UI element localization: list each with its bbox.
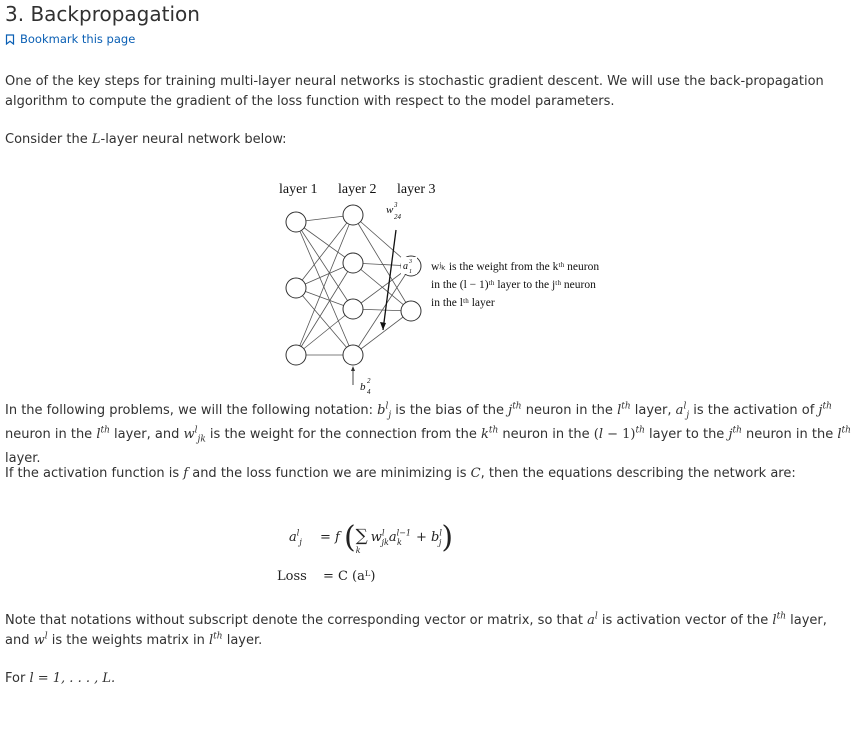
svg-text:2: 2	[367, 377, 371, 385]
equation-activation: $a^l_j = f$ ($\sum_k$ $w^l_{jk}a^{l-1}_k + b^l_j$)	[289, 520, 454, 555]
activation-paragraph: If the activation function is f and the loss function we are minimizing is C, then the equations describing the network are:	[5, 466, 796, 481]
for-paragraph: For l = 1, . . . , L.	[5, 671, 116, 686]
layer-1-label: layer 1	[279, 182, 318, 197]
svg-text:4: 4	[367, 388, 371, 396]
b-label	[360, 377, 371, 396]
svg-text:1: 1	[409, 269, 412, 275]
network-diagram	[276, 175, 606, 400]
intro-paragraph: One of the key steps for training multi-layer neural networks is stochastic gradient descent. We will use the back-propagation algorithm to compute the gradient of the loss function with respect to the model parameters.	[5, 74, 824, 109]
note-paragraph: Note that notations without subscript denote the corresponding vector or matrix, so that $a^l$ is activation vector of the $l^{th}$ layer, and $w^l$ is the weights matrix in $l^{th}$ layer.	[5, 611, 827, 648]
svg-text:b: b	[360, 381, 366, 393]
bookmark-label: Bookmark this page	[20, 32, 136, 46]
consider-paragraph: Consider the L-layer neural network below:	[5, 132, 287, 147]
neuron-l3-2	[401, 301, 421, 321]
bookmark-button[interactable]	[5, 32, 135, 46]
layer-2-label: layer 2	[338, 182, 377, 197]
page-title: 3. Backpropagation	[5, 2, 200, 26]
bookmark-icon	[5, 34, 15, 45]
svg-text:wʲₖ is the weight from the kᵗʰ: wʲₖ is the weight from the kᵗʰ neuron	[431, 261, 600, 273]
weight-arrowhead	[380, 322, 386, 330]
svg-text:3: 3	[394, 201, 398, 209]
connections	[296, 215, 411, 355]
neuron-l1-2	[286, 278, 306, 298]
neuron-l2-2	[343, 253, 363, 273]
svg-text:in the lᵗʰ layer: in the lᵗʰ layer	[431, 297, 495, 309]
neuron-l2-1	[343, 205, 363, 225]
neuron-l1-3	[286, 345, 306, 365]
w-label	[386, 201, 402, 221]
notation-paragraph: In the following problems, we will the following notation: $b^l_j$ is the bias of the $j^{th}$ neuron in the $l^{th}$ layer, $a^l_j$ is the activation of $j^{th}$ neuron in the $l^{th}$ layer, and $w^l_{jk}$ is the weight for the connection from the $k^{th}$ neuron in the $(l - 1)^{th}$ layer to the $j^{th}$ neuron in the $l^{th}$ layer.	[5, 401, 851, 466]
layer-3-label: layer 3	[397, 182, 436, 197]
neuron-l1-1	[286, 212, 306, 232]
svg-text:w: w	[386, 204, 394, 216]
equation-loss: Loss = C (aᴸ)	[277, 569, 376, 584]
svg-text:a: a	[403, 261, 408, 272]
weight-arrow	[383, 230, 396, 330]
figure-caption	[431, 261, 599, 309]
neuron-l2-3	[343, 299, 363, 319]
svg-text:in the (l − 1)ᵗʰ layer to the: in the (l − 1)ᵗʰ layer to the jᵗʰ neuron	[431, 279, 596, 291]
svg-text:24: 24	[394, 213, 401, 221]
neuron-l2-4	[343, 345, 363, 365]
svg-text:3: 3	[409, 259, 412, 265]
